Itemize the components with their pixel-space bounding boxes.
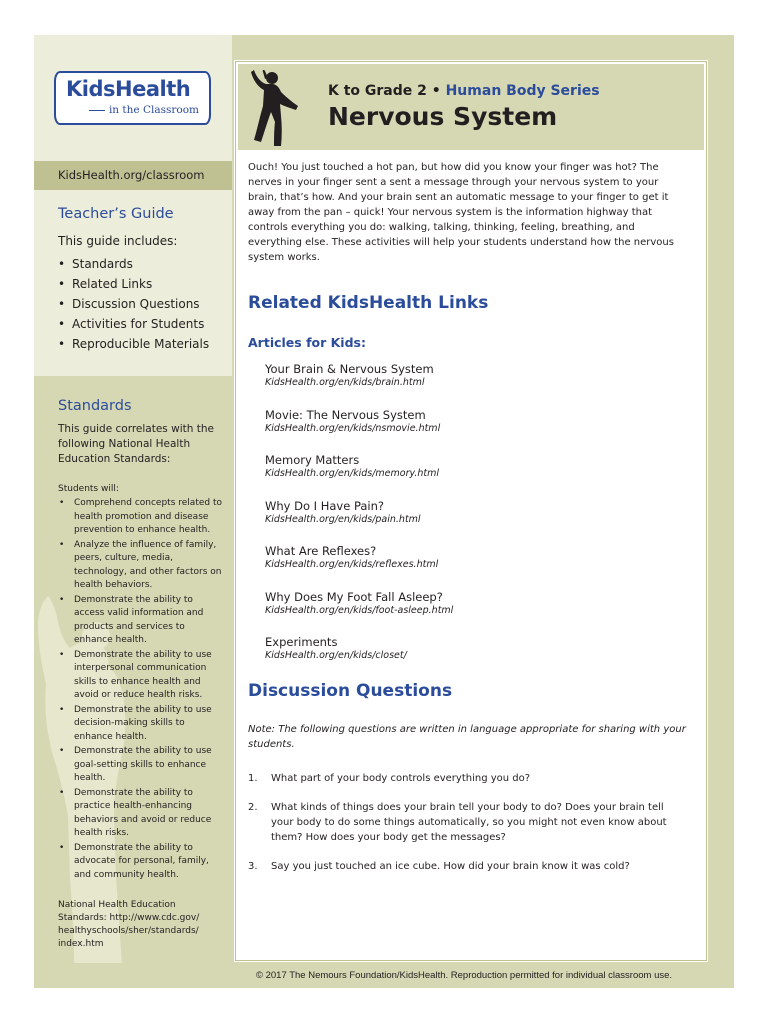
standards-intro: This guide correlates with the following National Health Education Standards:	[58, 423, 214, 465]
site-url-link[interactable]: KidsHealth.org/classroom	[58, 168, 205, 182]
teachers-guide-intro: This guide includes:	[58, 234, 178, 248]
list-item: • Demonstrate the ability to advocate for personal, family, and community health.	[58, 842, 226, 883]
list-item: • Demonstrate the ability to practice health-enhancing behaviors and avoid or reduce health risks.	[58, 787, 226, 841]
grade-series-line	[328, 83, 600, 99]
logo-panel	[34, 35, 232, 161]
link-title: Memory Matters	[265, 453, 360, 467]
link-title: Why Does My Foot Fall Asleep?	[265, 589, 443, 604]
list-item[interactable]	[265, 408, 685, 454]
link-url[interactable]: KidsHealth.org/en/kids/pain.html	[265, 513, 421, 525]
related-links-list	[265, 362, 685, 681]
list-item: • Standards	[58, 254, 209, 274]
page-title: Nervous System	[328, 102, 558, 131]
logo-tagline: in the Classroom	[89, 104, 199, 116]
list-item: • Activities for Students	[58, 314, 209, 334]
discussion-questions-list	[248, 771, 688, 888]
link-url[interactable]: KidsHealth.org/en/kids/memory.html	[265, 468, 440, 479]
discussion-note: Note: The following questions are written in language appropriate for sharing with your students.	[248, 724, 686, 750]
link-title: Your Brain & Nervous System	[265, 362, 434, 376]
list-item[interactable]	[265, 499, 685, 545]
related-links-heading: Related KidsHealth Links	[248, 293, 489, 313]
list-item: • Demonstrate the ability to access valid information and products and services to enhance health.	[58, 594, 226, 648]
link-title: Experiments	[265, 635, 338, 649]
list-item: • Discussion Questions	[58, 294, 209, 314]
link-url[interactable]: KidsHealth.org/en/kids/closet/	[265, 650, 407, 661]
articles-for-kids-heading: Articles for Kids:	[248, 335, 366, 350]
list-item[interactable]	[265, 453, 685, 499]
main-content	[232, 58, 710, 964]
standards-heading: Standards	[58, 398, 132, 414]
list-item: • Comprehend concepts related to health promotion and disease prevention to enhance health.	[58, 497, 226, 538]
logo-name: KidsHealth	[66, 77, 191, 101]
grade-label: K to Grade 2 •	[328, 83, 441, 99]
standards-source[interactable]: National Health Education Standards: http://www.cdc.gov/ healthyschools/sher/standards/ index.htm	[58, 900, 200, 949]
list-item[interactable]	[265, 635, 685, 681]
list-item	[248, 771, 688, 786]
link-title: Movie: The Nervous System	[265, 407, 426, 422]
students-will-label: Students will:	[58, 484, 119, 494]
standards-list	[58, 497, 226, 883]
copyright-footer: © 2017 The Nemours Foundation/KidsHealth. Reproduction permitted for individual classroom use.	[255, 970, 673, 981]
question-text: What kinds of things does your brain tell your body to do? Does your brain tell your body to do some things automatically, so you might not even know about them? How does your body get the messages?	[271, 802, 667, 843]
link-url[interactable]: KidsHealth.org/en/kids/brain.html	[265, 377, 425, 388]
question-number: 1.	[248, 773, 258, 784]
discussion-questions-heading: Discussion Questions	[248, 681, 453, 701]
list-item	[248, 859, 688, 874]
list-item[interactable]	[265, 362, 685, 408]
list-item: • Demonstrate the ability to use interpersonal communication skills to enhance health and avoid or reduce health risks.	[58, 649, 226, 703]
page-header	[238, 64, 704, 150]
list-item[interactable]	[265, 590, 685, 636]
list-item: • Analyze the influence of family, peers, culture, media, technology, and other factors on health behaviors.	[58, 539, 226, 593]
list-item: • Demonstrate the ability to use goal-setting skills to enhance health.	[58, 745, 226, 786]
link-url[interactable]: KidsHealth.org/en/kids/reflexes.html	[265, 559, 439, 570]
link-url[interactable]: KidsHealth.org/en/kids/foot-asleep.html	[265, 604, 454, 616]
kidshealth-logo[interactable]	[54, 71, 211, 125]
question-text: Say you just touched an ice cube. How did your brain know it was cold?	[271, 861, 630, 872]
list-item: • Demonstrate the ability to use decision-making skills to enhance health.	[58, 704, 226, 745]
teachers-guide-panel	[34, 190, 232, 376]
link-url[interactable]: KidsHealth.org/en/kids/nsmovie.html	[265, 422, 441, 434]
list-item	[248, 800, 688, 845]
list-item: • Related Links	[58, 274, 209, 294]
link-title: What Are Reflexes?	[265, 544, 377, 558]
teachers-guide-heading: Teacher’s Guide	[58, 206, 174, 222]
question-number: 2.	[248, 802, 258, 813]
series-label: Human Body Series	[445, 83, 600, 99]
intro-paragraph: Ouch! You just touched a hot pan, but how did you know your finger was hot? The nerves in your finger sent a sent a message through your nervous system to your brain, that’s how. And your brain sent an automatic message to your finger to get it away from the pan – quick! Your nervous system is the information highway that controls everything you do: walking, talking, thinking, feeling, breathing, and everything else. These activities will help your students understand how the nervous system works.	[248, 162, 674, 263]
site-url-bar	[34, 161, 232, 190]
link-title: Why Do I Have Pain?	[265, 498, 384, 513]
question-number: 3.	[248, 861, 258, 872]
kid-silhouette-icon	[250, 70, 300, 148]
list-item: • Reproducible Materials	[58, 334, 209, 354]
teachers-guide-list	[58, 254, 209, 354]
question-text: What part of your body controls everything you do?	[271, 773, 531, 784]
list-item[interactable]	[265, 544, 685, 590]
standards-panel	[34, 376, 232, 963]
page-frame	[34, 35, 734, 988]
